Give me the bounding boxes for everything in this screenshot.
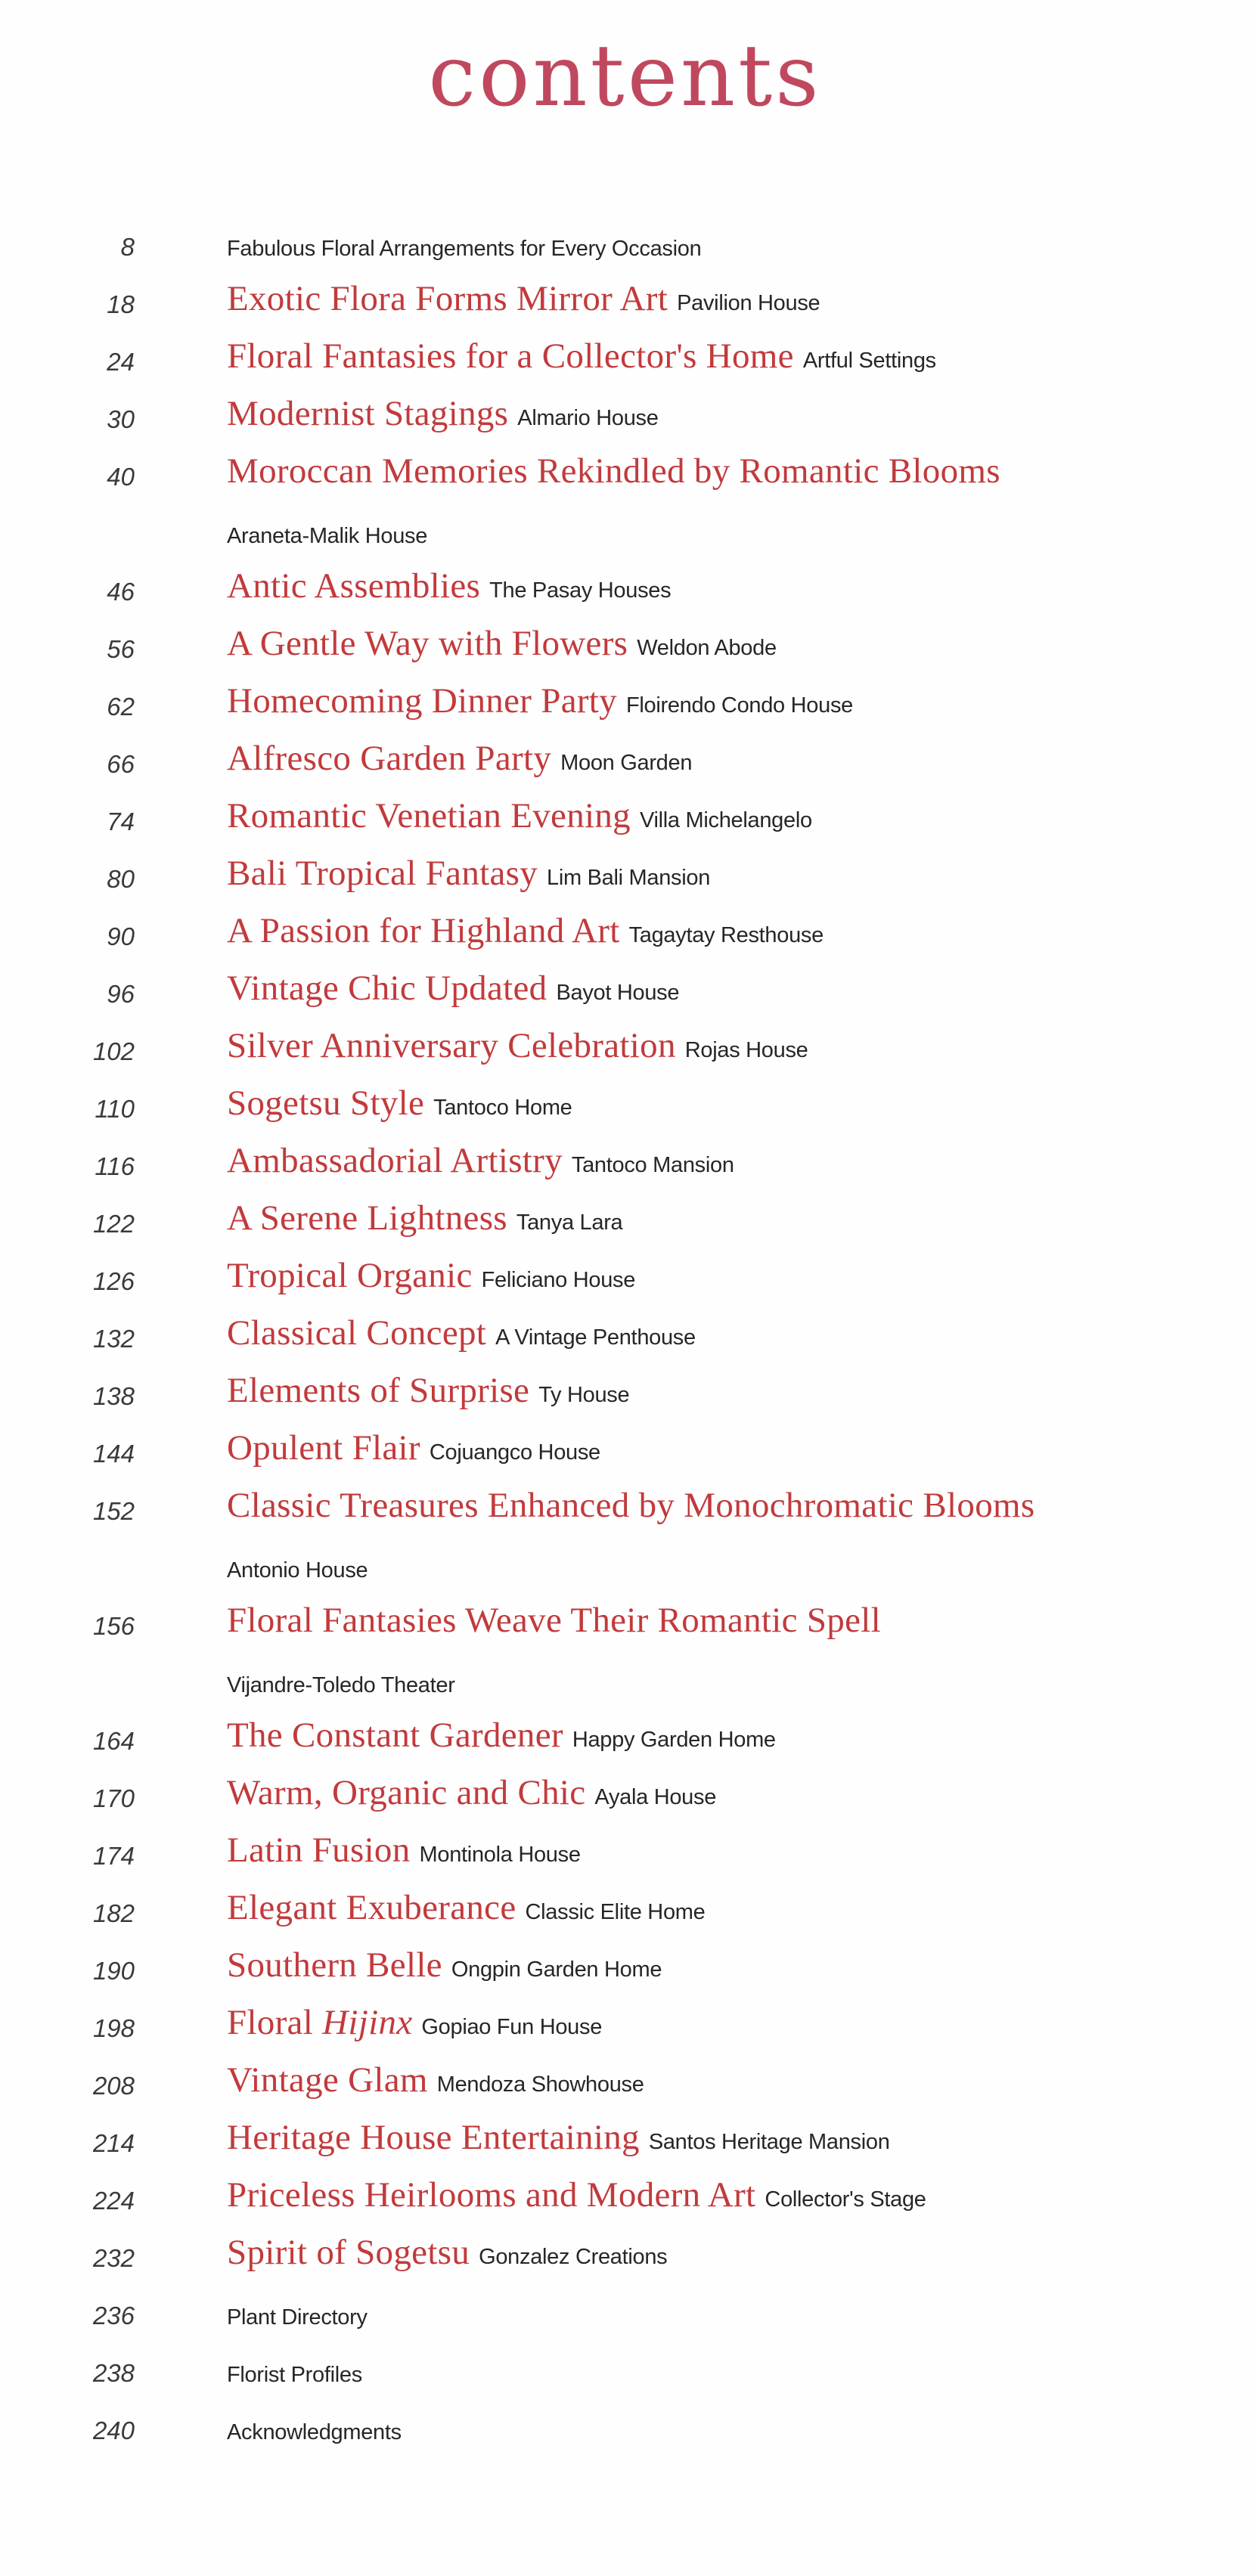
feature-title-italic: Hijinx (322, 2003, 413, 2042)
venue-name: Rojas House (684, 1038, 808, 1062)
feature-title (227, 969, 547, 1008)
venue-name: The Pasay Houses (489, 578, 672, 603)
page-number: 126 (92, 1267, 135, 1295)
venue-name: Weldon Abode (637, 636, 777, 660)
feature-title (227, 739, 551, 778)
feature-title-text: Classical Concept (227, 1313, 487, 1353)
page-number: 24 (107, 348, 135, 376)
section-title: Florist Profiles (227, 2363, 362, 2387)
feature-title (227, 336, 794, 376)
venue-name: A Vintage Penthouse (495, 1325, 696, 1350)
feature-title-text: Elegant Exuberance (227, 1888, 516, 1927)
feature-title-text: Bali Tropical Fantasy (227, 854, 538, 893)
feature-title (227, 1083, 424, 1123)
page-number: 102 (92, 1037, 135, 1065)
entry-text (227, 451, 1220, 491)
feature-title (227, 2118, 640, 2157)
page-number: 56 (107, 635, 135, 663)
feature-title-text: Alfresco Garden Party (227, 739, 552, 778)
venue-name: Artful Settings (802, 349, 936, 373)
page-number: 198 (92, 2014, 135, 2042)
entry-text (227, 738, 1220, 779)
venue-name: Ayala House (594, 1785, 717, 1809)
page-number: 236 (92, 2302, 135, 2330)
toc-entry (0, 1361, 1250, 1418)
page-number: 110 (95, 1095, 135, 1123)
page-number: 62 (107, 693, 135, 721)
toc-entry (0, 2280, 1250, 2338)
toc-entry (0, 1303, 1250, 1361)
page-number: 170 (92, 1784, 135, 1812)
toc-entry (0, 384, 1250, 442)
page-number: 156 (92, 1612, 135, 1640)
venue-name: Feliciano House (481, 1268, 636, 1292)
page-number: 40 (107, 463, 135, 491)
entry-text (227, 623, 1220, 664)
entry-text (227, 2232, 1220, 2273)
entry-text (227, 1370, 1220, 1411)
page-number: 96 (107, 980, 135, 1008)
toc-entry (0, 1476, 1250, 1533)
toc-entry (0, 1821, 1250, 1878)
feature-title (227, 1888, 516, 1927)
venue-name: Tagaytay Resthouse (628, 923, 824, 947)
venue-name: Happy Garden Home (572, 1728, 776, 1752)
toc-entry (0, 1131, 1250, 1189)
venue-name: Gopiao Fun House (421, 2015, 603, 2039)
page-number: 190 (92, 1957, 135, 1985)
venue-name: Vijandre-Toledo Theater (227, 1673, 455, 1697)
venue-name: Mendoza Showhouse (436, 2072, 644, 2097)
page-number: 232 (92, 2244, 135, 2272)
entry-text (227, 2060, 1220, 2100)
feature-title (227, 279, 668, 318)
toc-entry (0, 1591, 1250, 1648)
section-title: Plant Directory (227, 2305, 368, 2330)
feature-title (227, 2175, 755, 2215)
feature-title-text: Sogetsu Style (227, 1083, 425, 1123)
toc-entry (0, 1016, 1250, 1074)
page-number: 138 (92, 1382, 135, 1410)
toc-entry-continuation (0, 1648, 1250, 1706)
feature-title (227, 1773, 585, 1812)
page-number: 144 (92, 1440, 135, 1468)
feature-title-text: Classic Treasures Enhanced by Monochromatic Blooms (227, 1486, 1035, 1525)
entry-text (227, 1025, 1220, 1066)
toc-entry (0, 1878, 1250, 1936)
feature-title-text: A Passion for Highland Art (227, 911, 620, 950)
entry-text (227, 1887, 1220, 1928)
toc-entry (0, 269, 1250, 327)
entry-text (227, 2117, 1220, 2158)
page-number: 122 (92, 1210, 135, 1238)
feature-title (227, 2233, 470, 2272)
feature-title-text: Heritage House Entertaining (227, 2118, 640, 2157)
page-number: 182 (92, 1899, 135, 1927)
feature-title (227, 1601, 881, 1640)
feature-title-text: Romantic Venetian Evening (227, 796, 631, 835)
page-number: 90 (107, 922, 135, 950)
feature-title (227, 911, 620, 950)
venue-name: Santos Heritage Mansion (648, 2130, 890, 2154)
feature-title (227, 394, 508, 433)
feature-title-text: Elements of Surprise (227, 1371, 530, 1410)
toc-entry (0, 844, 1250, 901)
feature-title (227, 796, 631, 835)
venue-name: Montinola House (419, 1843, 581, 1867)
feature-title-text: Ambassadorial Artistry (227, 1141, 563, 1180)
entry-text (227, 1673, 1220, 1698)
feature-title-text: Homecoming Dinner Party (227, 681, 617, 721)
feature-title-text: Latin Fusion (227, 1830, 411, 1870)
page-number: 174 (92, 1842, 135, 1870)
venue-name: Cojuangco House (429, 1440, 600, 1465)
venue-name: Collector's Stage (765, 2187, 926, 2212)
toc-entry (0, 2223, 1250, 2280)
entry-text (227, 1198, 1220, 1238)
toc-entry (0, 442, 1250, 499)
feature-title (227, 1141, 563, 1180)
venue-name: Ongpin Garden Home (451, 1958, 662, 1982)
feature-title-text: Exotic Flora Forms Mirror Art (227, 279, 668, 318)
page-number: 214 (92, 2129, 135, 2157)
feature-title (227, 1256, 473, 1295)
venue-name: Moon Garden (560, 751, 693, 775)
venue-name: Bayot House (556, 981, 680, 1005)
entry-text (227, 853, 1220, 894)
entry-text (227, 2420, 1220, 2445)
toc-entry (0, 2051, 1250, 2108)
venue-name: Floirendo Condo House (625, 693, 853, 718)
section-title: Fabulous Floral Arrangements for Every Occasion (227, 237, 702, 261)
page-number: 18 (107, 290, 135, 318)
venue-name: Almario House (517, 406, 659, 430)
entry-text (227, 1558, 1220, 1583)
toc-entry (0, 327, 1250, 384)
toc-entry (0, 212, 1250, 269)
feature-title (227, 1945, 442, 1985)
feature-title (227, 681, 617, 721)
entry-text (227, 1083, 1220, 1124)
feature-title-text: Tropical Organic (227, 1256, 473, 1295)
feature-title-text: Vintage Chic Updated (227, 969, 547, 1008)
feature-title (227, 2003, 412, 2042)
toc-entry (0, 1763, 1250, 1821)
venue-name: Ty House (538, 1383, 630, 1407)
entry-text (227, 2363, 1220, 2388)
entry-text (227, 566, 1220, 606)
entry-text (227, 968, 1220, 1009)
page-number: 164 (92, 1727, 135, 1755)
toc-entry (0, 671, 1250, 729)
page-number: 74 (107, 808, 135, 835)
entry-text (227, 1945, 1220, 1985)
page-number: 238 (92, 2359, 135, 2387)
entry-text (227, 1772, 1220, 1813)
feature-title-text: Vintage Glam (227, 2060, 428, 2100)
toc-entry (0, 1418, 1250, 1476)
toc-entry (0, 2338, 1250, 2395)
feature-title-text: Floral (227, 2003, 323, 2042)
entry-text (227, 2305, 1220, 2330)
toc-entry (0, 786, 1250, 844)
toc-entry (0, 556, 1250, 614)
toc-entry (0, 1189, 1250, 1246)
venue-name: Antonio House (227, 1558, 368, 1582)
toc-entry-continuation (0, 1533, 1250, 1591)
entry-text (227, 680, 1220, 721)
feature-title-text: Silver Anniversary Celebration (227, 1026, 676, 1065)
venue-name: Tantoco Mansion (571, 1153, 734, 1177)
entry-text (227, 1485, 1220, 1526)
feature-title-text: Modernist Stagings (227, 394, 509, 433)
page-number: 152 (92, 1497, 135, 1525)
venue-name: Villa Michelangelo (639, 808, 812, 832)
entry-text (227, 1255, 1220, 1296)
table-of-contents (0, 212, 1250, 2453)
feature-title-text: Floral Fantasies Weave Their Romantic Spell (227, 1601, 881, 1640)
entry-text (227, 2175, 1220, 2215)
toc-entry (0, 901, 1250, 959)
venue-name: Classic Elite Home (525, 1900, 706, 1924)
entry-text (227, 524, 1220, 549)
feature-title-text: Antic Assemblies (227, 566, 481, 606)
entry-text (227, 336, 1220, 377)
feature-title-text: Spirit of Sogetsu (227, 2233, 470, 2272)
page-number: 132 (92, 1325, 135, 1353)
page-number: 80 (107, 865, 135, 893)
page-number: 240 (92, 2416, 135, 2444)
feature-title (227, 1830, 411, 1870)
toc-entry (0, 1706, 1250, 1763)
venue-name: Lim Bali Mansion (547, 866, 711, 890)
feature-title-text: Moroccan Memories Rekindled by Romantic Blooms (227, 451, 1000, 491)
feature-title-text: Opulent Flair (227, 1428, 420, 1468)
entry-text (227, 237, 1220, 262)
feature-title (227, 1486, 1034, 1525)
entry-text (227, 910, 1220, 951)
toc-entry (0, 2108, 1250, 2165)
page-number: 116 (95, 1152, 135, 1180)
venue-name: Tanya Lara (516, 1211, 623, 1235)
venue-name: Tantoco Home (433, 1096, 572, 1120)
page-number: 8 (120, 233, 135, 261)
toc-entry (0, 2165, 1250, 2223)
page-number: 224 (92, 2187, 135, 2215)
feature-title-text: Floral Fantasies for a Collector's Home (227, 336, 794, 376)
entry-text (227, 795, 1220, 836)
entry-text (227, 2002, 1220, 2043)
feature-title-text: A Serene Lightness (227, 1198, 507, 1238)
entry-text (227, 1313, 1220, 1353)
venue-name: Pavilion House (677, 291, 820, 315)
entry-text (227, 1715, 1220, 1756)
feature-title (227, 1428, 420, 1468)
feature-title (227, 1026, 676, 1065)
page-number: 66 (107, 750, 135, 778)
feature-title (227, 1198, 507, 1238)
toc-entry (0, 1993, 1250, 2051)
toc-entry-continuation (0, 499, 1250, 556)
feature-title (227, 566, 480, 606)
venue-name: Araneta-Malik House (227, 524, 428, 548)
section-title: Acknowledgments (227, 2420, 402, 2444)
entry-text (227, 1830, 1220, 1871)
feature-title-text: The Constant Gardener (227, 1716, 563, 1755)
feature-title (227, 854, 538, 893)
entry-text (227, 278, 1220, 319)
feature-title-text: A Gentle Way with Flowers (227, 624, 628, 663)
entry-text (227, 1140, 1220, 1181)
toc-entry (0, 1936, 1250, 1993)
feature-title (227, 1313, 486, 1353)
feature-title (227, 1371, 529, 1410)
venue-name: Gonzalez Creations (479, 2245, 668, 2269)
toc-entry (0, 1246, 1250, 1303)
entry-text (227, 393, 1220, 434)
entry-text (227, 1427, 1220, 1468)
feature-title (227, 1716, 563, 1755)
page-title: contents (428, 27, 822, 126)
feature-title-text: Southern Belle (227, 1945, 442, 1985)
entry-text (227, 1600, 1220, 1641)
toc-entry (0, 2395, 1250, 2453)
toc-entry (0, 614, 1250, 671)
toc-entry (0, 1074, 1250, 1131)
feature-title (227, 2060, 428, 2100)
feature-title (227, 624, 628, 663)
feature-title (227, 451, 1000, 491)
page-number: 46 (107, 578, 135, 606)
feature-title-text: Warm, Organic and Chic (227, 1773, 586, 1812)
toc-entry (0, 729, 1250, 786)
page-number: 208 (92, 2072, 135, 2100)
toc-entry (0, 959, 1250, 1016)
feature-title-text: Priceless Heirlooms and Modern Art (227, 2175, 756, 2215)
page-number: 30 (107, 405, 135, 433)
